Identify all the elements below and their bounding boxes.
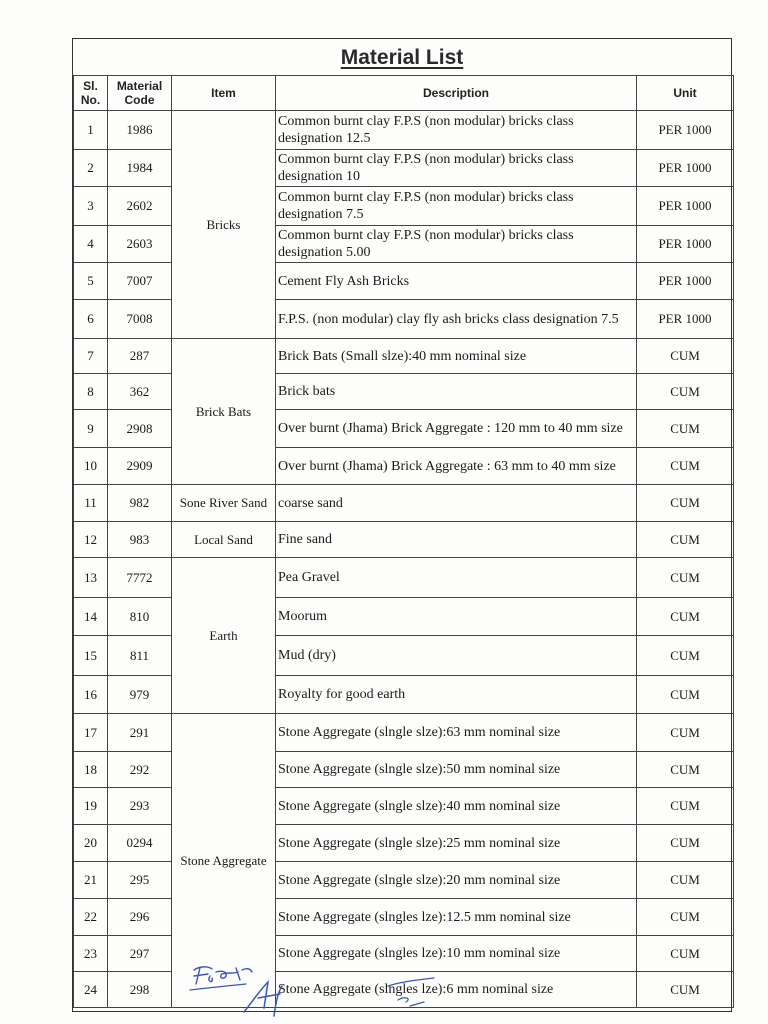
cell-unit: PER 1000 bbox=[637, 226, 734, 263]
cell-unit: CUM bbox=[637, 714, 734, 752]
cell-unit: CUM bbox=[637, 636, 734, 676]
cell-unit: PER 1000 bbox=[637, 300, 734, 339]
cell-sl-no: 24 bbox=[74, 972, 108, 1008]
cell-sl-no: 13 bbox=[74, 558, 108, 598]
cell-item-group: Earth bbox=[172, 558, 276, 714]
cell-description: Brick bats bbox=[276, 374, 637, 410]
cell-description: Stone Aggregate (slngles lze):12.5 mm nominal size bbox=[276, 899, 637, 936]
cell-description: Cement Fly Ash Bricks bbox=[276, 263, 637, 300]
cell-description: Over burnt (Jhama) Brick Aggregate : 120 mm to 40 mm size bbox=[276, 410, 637, 448]
cell-unit: CUM bbox=[637, 972, 734, 1008]
cell-unit: CUM bbox=[637, 558, 734, 598]
cell-unit: CUM bbox=[637, 752, 734, 788]
cell-description: Moorum bbox=[276, 598, 637, 636]
cell-sl-no: 19 bbox=[74, 788, 108, 825]
cell-unit: CUM bbox=[637, 936, 734, 972]
cell-material-code: 983 bbox=[108, 522, 172, 558]
table-row bbox=[74, 714, 734, 752]
cell-material-code: 7008 bbox=[108, 300, 172, 339]
cell-material-code: 810 bbox=[108, 598, 172, 636]
cell-description: Pea Gravel bbox=[276, 558, 637, 598]
cell-material-code: 2908 bbox=[108, 410, 172, 448]
cell-material-code: 7772 bbox=[108, 558, 172, 598]
cell-sl-no: 15 bbox=[74, 636, 108, 676]
cell-material-code: 979 bbox=[108, 676, 172, 714]
cell-sl-no: 12 bbox=[74, 522, 108, 558]
cell-description: F.P.S. (non modular) clay fly ash bricks class designation 7.5 bbox=[276, 300, 637, 339]
cell-description: Royalty for good earth bbox=[276, 676, 637, 714]
cell-material-code: 291 bbox=[108, 714, 172, 752]
cell-material-code: 2603 bbox=[108, 226, 172, 263]
cell-description: Common burnt clay F.P.S (non modular) bricks class designation 7.5 bbox=[276, 187, 637, 226]
cell-material-code: 293 bbox=[108, 788, 172, 825]
material-list-sheet bbox=[72, 38, 732, 1012]
cell-description: Fine sand bbox=[276, 522, 637, 558]
cell-sl-no: 17 bbox=[74, 714, 108, 752]
cell-description: Stone Aggregate (slngle slze):25 mm nominal size bbox=[276, 825, 637, 862]
cell-description: Stone Aggregate (slngle slze):50 mm nominal size bbox=[276, 752, 637, 788]
cell-unit: CUM bbox=[637, 522, 734, 558]
cell-unit: CUM bbox=[637, 862, 734, 899]
cell-unit: CUM bbox=[637, 899, 734, 936]
cell-unit: CUM bbox=[637, 339, 734, 374]
cell-item-group: Bricks bbox=[172, 111, 276, 339]
cell-material-code: 292 bbox=[108, 752, 172, 788]
cell-material-code: 298 bbox=[108, 972, 172, 1008]
cell-material-code: 296 bbox=[108, 899, 172, 936]
cell-unit: CUM bbox=[637, 374, 734, 410]
cell-description: Over burnt (Jhama) Brick Aggregate : 63 mm to 40 mm size bbox=[276, 448, 637, 485]
cell-sl-no: 10 bbox=[74, 448, 108, 485]
cell-sl-no: 14 bbox=[74, 598, 108, 636]
cell-description: Brick Bats (Small slze):40 mm nominal size bbox=[276, 339, 637, 374]
cell-material-code: 1986 bbox=[108, 111, 172, 150]
header-sl-no: Sl. No. bbox=[74, 76, 108, 111]
header-row bbox=[74, 76, 734, 111]
cell-sl-no: 2 bbox=[74, 150, 108, 187]
cell-sl-no: 11 bbox=[74, 485, 108, 522]
cell-unit: CUM bbox=[637, 676, 734, 714]
cell-sl-no: 22 bbox=[74, 899, 108, 936]
page-title: Material List bbox=[340, 46, 464, 69]
cell-material-code: 0294 bbox=[108, 825, 172, 862]
cell-material-code: 2909 bbox=[108, 448, 172, 485]
cell-sl-no: 8 bbox=[74, 374, 108, 410]
table-row bbox=[74, 485, 734, 522]
cell-sl-no: 1 bbox=[74, 111, 108, 150]
header-item: Item bbox=[172, 76, 276, 111]
table-row bbox=[74, 339, 734, 374]
cell-unit: CUM bbox=[637, 448, 734, 485]
cell-sl-no: 20 bbox=[74, 825, 108, 862]
cell-description: Stone Aggregate (slngle slze):63 mm nominal size bbox=[276, 714, 637, 752]
cell-unit: CUM bbox=[637, 598, 734, 636]
cell-material-code: 2602 bbox=[108, 187, 172, 226]
cell-material-code: 811 bbox=[108, 636, 172, 676]
cell-material-code: 287 bbox=[108, 339, 172, 374]
cell-material-code: 362 bbox=[108, 374, 172, 410]
cell-description: Common burnt clay F.P.S (non modular) bricks class designation 12.5 bbox=[276, 111, 637, 150]
cell-sl-no: 21 bbox=[74, 862, 108, 899]
cell-description: Common burnt clay F.P.S (non modular) bricks class designation 10 bbox=[276, 150, 637, 187]
cell-material-code: 1984 bbox=[108, 150, 172, 187]
cell-description: Stone Aggregate (slngle slze):40 mm nominal size bbox=[276, 788, 637, 825]
cell-description: Mud (dry) bbox=[276, 636, 637, 676]
cell-unit: PER 1000 bbox=[637, 263, 734, 300]
header-unit: Unit bbox=[637, 76, 734, 111]
cell-material-code: 982 bbox=[108, 485, 172, 522]
cell-description: Stone Aggregate (slngle slze):20 mm nominal size bbox=[276, 862, 637, 899]
cell-unit: PER 1000 bbox=[637, 187, 734, 226]
table-body bbox=[74, 111, 734, 1008]
cell-sl-no: 6 bbox=[74, 300, 108, 339]
table-row bbox=[74, 558, 734, 598]
cell-sl-no: 5 bbox=[74, 263, 108, 300]
cell-sl-no: 4 bbox=[74, 226, 108, 263]
cell-sl-no: 9 bbox=[74, 410, 108, 448]
table-row bbox=[74, 111, 734, 150]
cell-material-code: 7007 bbox=[108, 263, 172, 300]
cell-unit: PER 1000 bbox=[637, 150, 734, 187]
cell-item-group: Local Sand bbox=[172, 522, 276, 558]
cell-unit: CUM bbox=[637, 825, 734, 862]
material-table bbox=[73, 75, 734, 1008]
cell-description: coarse sand bbox=[276, 485, 637, 522]
cell-unit: CUM bbox=[637, 788, 734, 825]
header-description: Description bbox=[276, 76, 637, 111]
cell-item-group: Sone River Sand bbox=[172, 485, 276, 522]
cell-sl-no: 18 bbox=[74, 752, 108, 788]
cell-sl-no: 7 bbox=[74, 339, 108, 374]
cell-description: Common burnt clay F.P.S (non modular) bricks class designation 5.00 bbox=[276, 226, 637, 263]
cell-description: Stone Aggregate (slngles lze):10 mm nominal size bbox=[276, 936, 637, 972]
cell-unit: CUM bbox=[637, 485, 734, 522]
header-material-code: Material Code bbox=[108, 76, 172, 111]
cell-item-group: Brick Bats bbox=[172, 339, 276, 485]
cell-sl-no: 16 bbox=[74, 676, 108, 714]
cell-sl-no: 23 bbox=[74, 936, 108, 972]
cell-item-group: Stone Aggregate bbox=[172, 714, 276, 1008]
table-row bbox=[74, 522, 734, 558]
cell-material-code: 295 bbox=[108, 862, 172, 899]
cell-unit: PER 1000 bbox=[637, 111, 734, 150]
cell-unit: CUM bbox=[637, 410, 734, 448]
cell-sl-no: 3 bbox=[74, 187, 108, 226]
cell-description: Stone Aggregate (slngles lze):6 mm nominal size bbox=[276, 972, 637, 1008]
cell-material-code: 297 bbox=[108, 936, 172, 972]
